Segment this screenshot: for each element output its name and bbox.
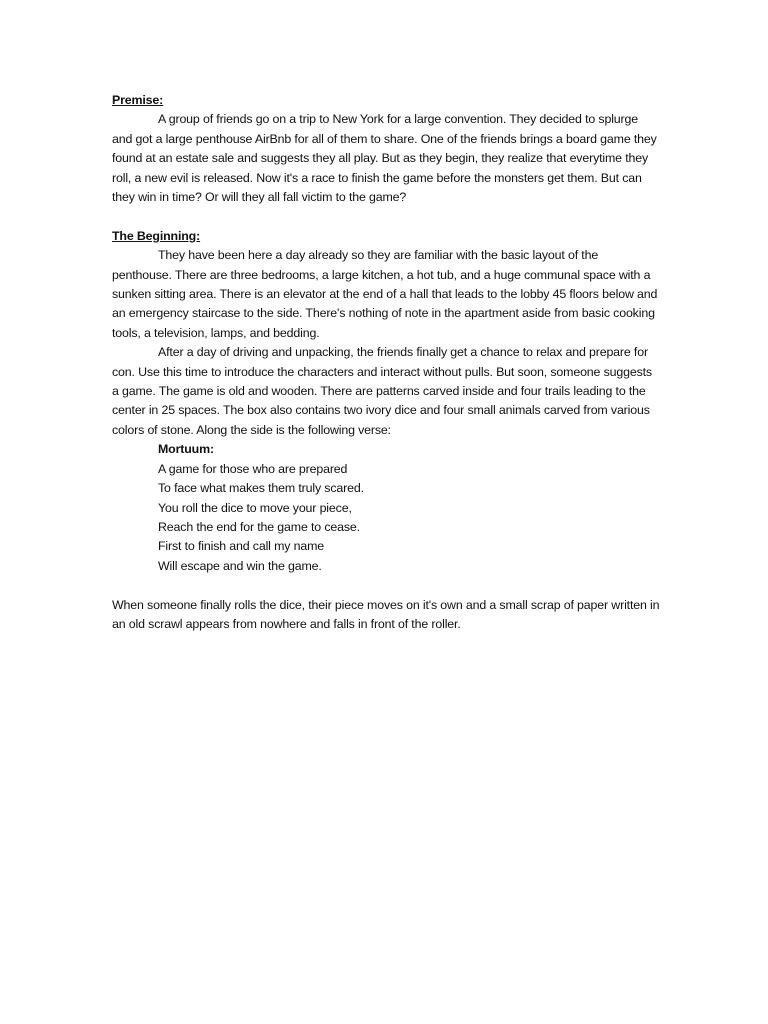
verse-line: Will escape and win the game. [158,558,322,573]
section-gap [112,576,660,595]
premise-paragraph: A group of friends go on a trip to New York for a large convention. They decided to splurge and got a large penthouse AirBnb for all of them to share. One of the friends brings a board game they found at an estate sale and suggests they all play. But as they begin, they realize that everytime they roll, a new evil is released. Now it's a race to finish the game before the monsters get them. But can they win in time? Or will they all fall victim to the game? [112,112,657,205]
section-gap [112,207,660,226]
verse-line: You roll the dice to move your piece, [158,500,352,515]
verse-line: Reach the end for the game to cease. [158,519,360,534]
beginning-paragraph-1: They have been here a day already so they are familiar with the basic layout of the penthouse. There are three bedrooms, a large kitchen, a hot tub, and a huge communal space with a sunken sitting area. There is an elevator at the end of a hall that leads to the lobby 45 floors below and an emergency staircase to the side. There's nothing of note in the apartment aside from basic cooking tools, a television, lamps, and bedding. [112,248,658,340]
beginning-paragraph-2: After a day of driving and unpacking, the friends finally get a chance to relax and prepare for con. Use this time to introduce the characters and interact without pulls. But soon, someone suggests a game. The game is old and wooden. There are patterns carved inside and four trails leading to the center in 25 spaces. The box also contains two ivory dice and four small animals carved from various colors of stone. Along the side is the following verse: [112,345,652,437]
verse-block [112,440,660,576]
verse-title: Mortuum: [158,442,214,457]
document-page [112,91,660,634]
verse-line: To face what makes them truly scared. [158,481,364,496]
closing-paragraph: When someone finally rolls the dice, their piece moves on it's own and a small scrap of paper written in an old scrawl appears from nowhere and falls in front of the roller. [112,597,660,631]
verse-line: First to finish and call my name [158,539,324,554]
premise-heading: Premise: [112,93,164,107]
verse-line: A game for those who are prepared [158,461,348,476]
beginning-heading: The Beginning: [112,228,201,243]
